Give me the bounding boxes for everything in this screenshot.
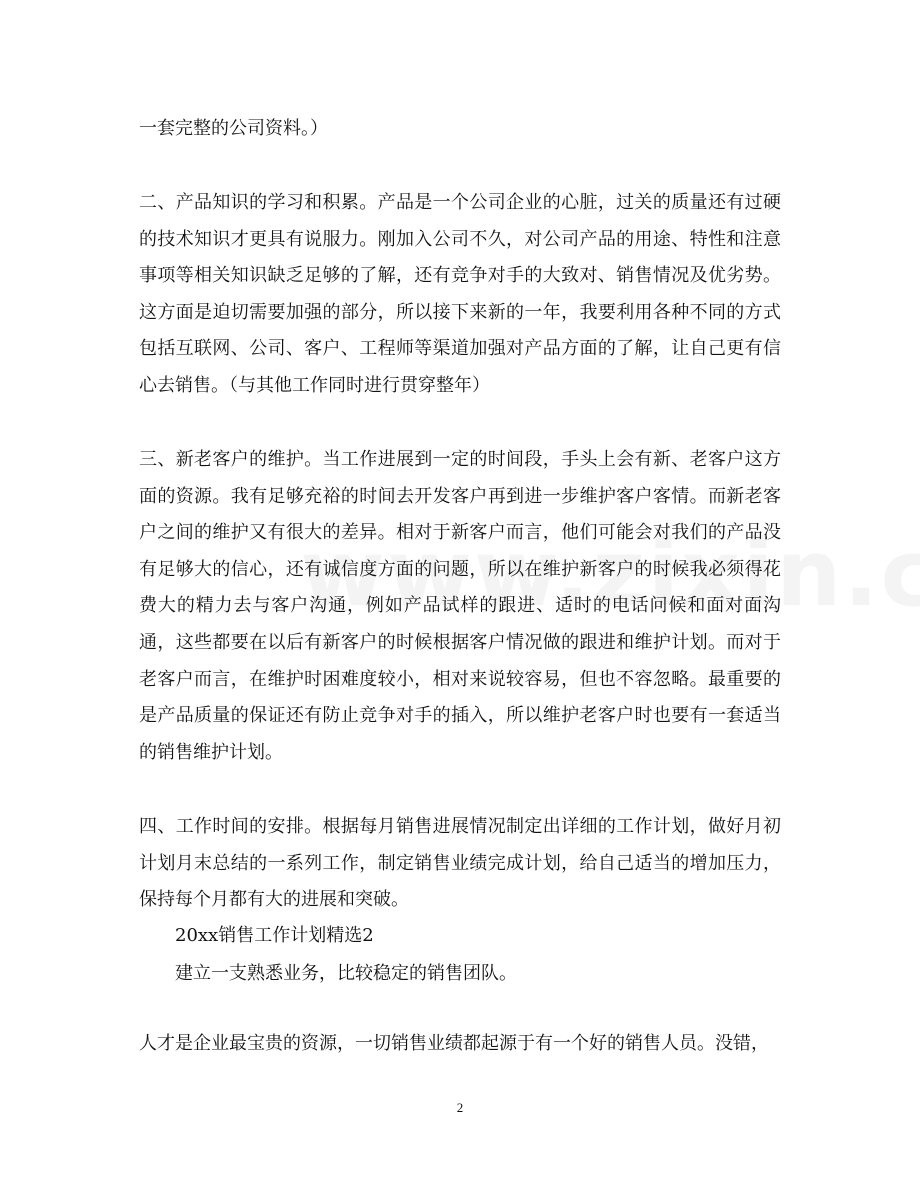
paragraph-customer-maintenance: 三、新老客户的维护。当工作进展到一定的时间段，手头上会有新、老客户这方面的资源。我有足够充裕的时间去开发客户再到进一步维护客户客情。而新老客户之间的维护又有很大的差异。相对于新客户而言，他们可能会对我们的产品没有足够大的信心，还有诚信度方面的问题，所以在维护新客户的时候我必须得花费大的精力去与客户沟通，例如产品试样的跟进、适时的电话问候和面对面沟通，这些都要在以后有新客户的时候根据客户情况做的跟进和维护计划。而对于老客户而言，在维护时困难度较小，相对来说较容易，但也不容忽略。最重要的是产品质量的保证还有防止竞争对手的插入，所以维护老客户时也要有一套适当的销售维护计划。 [139,449,781,763]
paragraph-work-schedule: 四、工作时间的安排。根据每月销售进展情况制定出详细的工作计划，做好月初计划月末总结的一系列工作，制定销售业绩完成计划，给自己适当的增加压力，保持每个月都有大的进展和突破。 [139,816,781,911]
page-number: 2 [456,1100,464,1115]
paragraph-intro-continuation: 一套完整的公司资料。） [139,118,328,139]
paragraph-product-knowledge: 二、产品知识的学习和积累。产品是一个公司企业的心脏，过关的质量还有过硬的技术知识才更具有说服力。刚加入公司不久，对公司产品的用途、特性和注意事项等相关知识缺乏足够的了解，还有竞争对手的大致对、销售情况及优劣势。这方面是迫切需要加强的部分，所以接下来新的一年，我要利用各种不同的方式包括互联网、公司、客户、工程师等渠道加强对产品方面的了解，让自己更有信心去销售。（与其他工作同时进行贯穿整年） [139,192,781,396]
paragraph-talent: 人才是企业最宝贵的资源，一切销售业绩都起源于有一个好的销售人员。没错， [139,1033,769,1054]
paragraph-team-building: 建立一支熟悉业务，比较稳定的销售团队。 [175,963,517,984]
section-heading: 20xx销售工作计划精选2 [175,925,374,946]
